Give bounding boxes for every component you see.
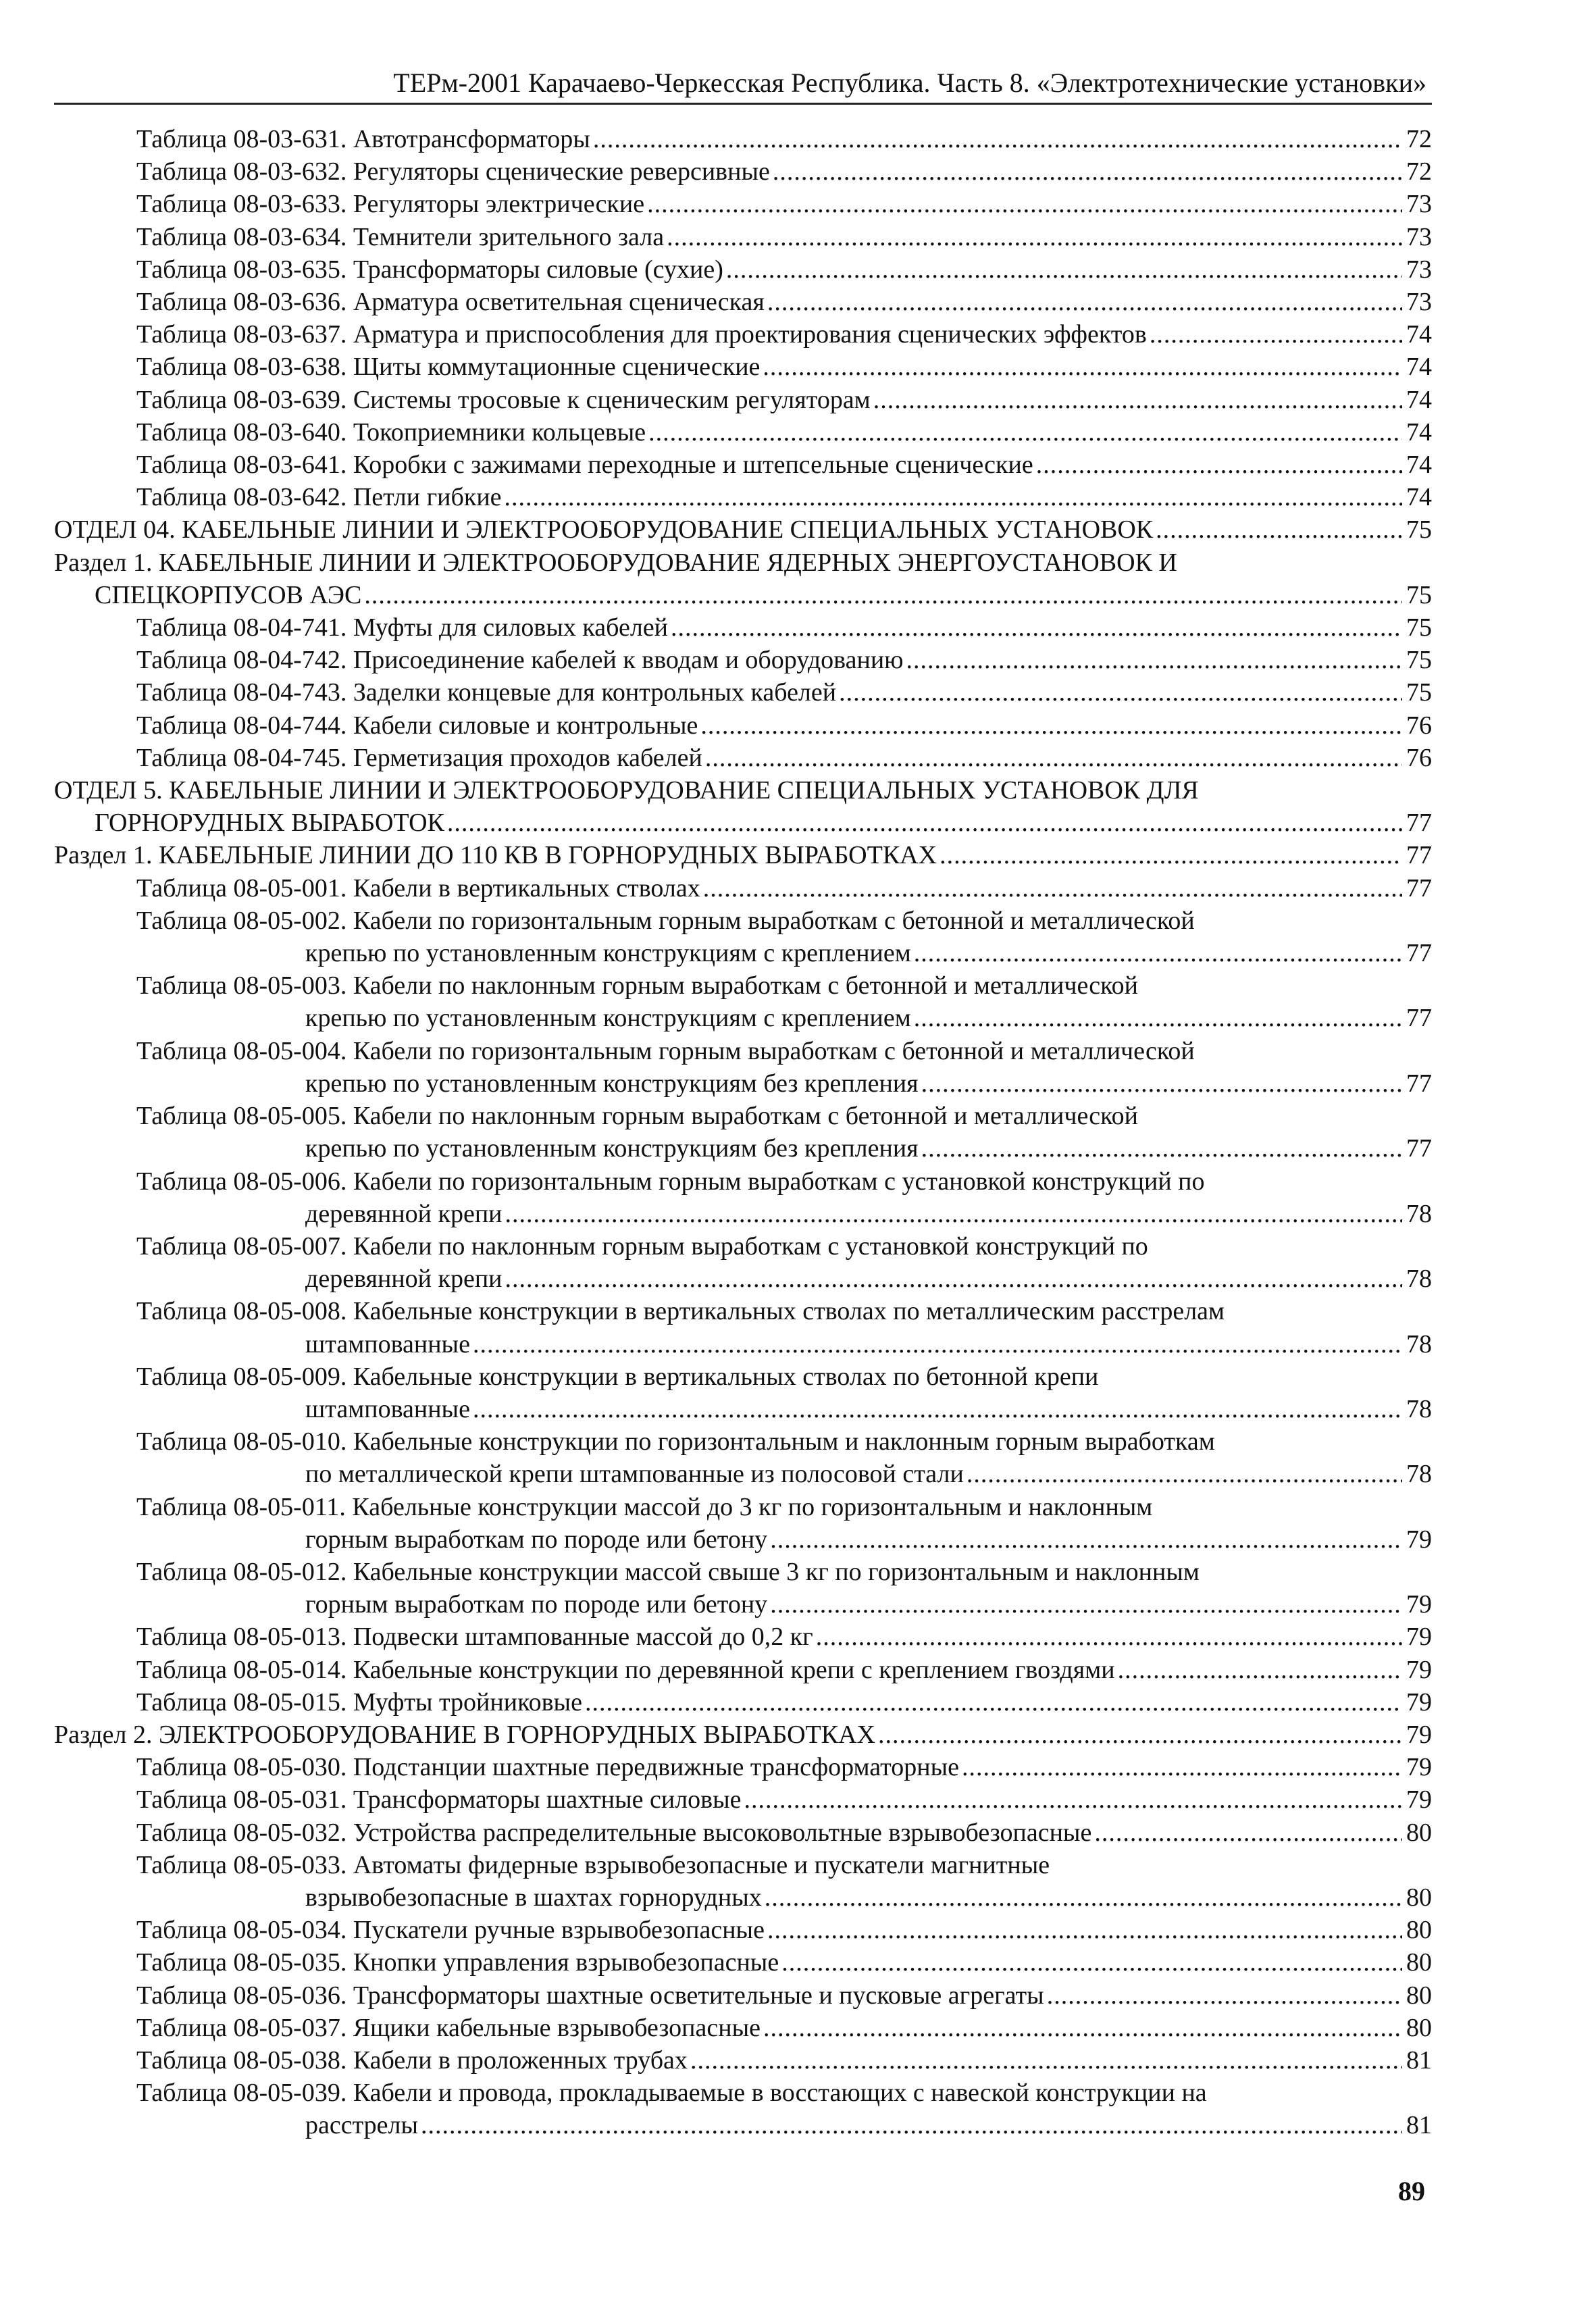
toc-entry-row [136,1588,1432,1621]
toc-entry-page: 79 [1406,1753,1432,1782]
toc-entry-row [136,1654,1432,1686]
toc-entry[interactable] [136,1816,1432,1849]
toc-entry-title: Таблица 08-05-031. Трансформаторы шахтные силовые [136,1785,742,1814]
toc-entry[interactable] [136,1035,1432,1100]
toc-entry[interactable] [136,221,1432,253]
toc-entry-row [136,188,1432,220]
toc-entry-title: Таблица 08-05-038. Кабели в проложенных трубах [136,2045,688,2075]
toc-entry[interactable] [136,1849,1432,1914]
toc-entry-page: 73 [1406,190,1432,219]
toc-entry-row [54,579,1432,611]
toc-entry-title: Таблица 08-05-001. Кабели в вертикальных стволах [136,873,700,903]
toc-entry[interactable] [136,2044,1432,2077]
toc-entry-title: крепью по установленным конструкциям с креплением [305,1004,911,1033]
toc-entry[interactable] [136,286,1432,318]
toc-entry-title: деревянной крепи [305,1265,503,1294]
dot-leader [671,611,1402,644]
toc-entry-page: 79 [1406,1687,1432,1717]
toc-entry-title: Таблица 08-05-015. Муфты тройниковые [136,1687,582,1717]
toc-entry-page: 72 [1406,125,1432,153]
toc-entry-page: 79 [1406,1623,1432,1652]
toc-entry-page: 74 [1406,385,1432,414]
dot-leader [703,872,1402,905]
toc-entry-page: 80 [1406,1948,1432,1977]
dot-leader [705,742,1402,774]
toc-entry-title: деревянной крепи [305,1199,503,1228]
toc-entry-title: расстрелы [305,2111,419,2140]
toc-entry[interactable] [136,1979,1432,2012]
toc-entry-title: Таблица 08-03-632. Регуляторы сценические реверсивные [136,157,770,186]
toc-entry[interactable] [136,644,1432,676]
toc-entry[interactable] [136,123,1432,155]
dot-leader [1036,449,1402,481]
dot-leader [1150,318,1402,351]
toc-entry-title: Таблица 08-03-633. Регуляторы электрические [136,190,645,219]
toc-entry-title-line: Таблица 08-05-008. Кабельные конструкции в вертикальных стволах по металлическим расстрелам [136,1297,1225,1326]
toc-entry-row [136,1979,1432,2012]
toc-entry[interactable] [136,351,1432,383]
toc-entry-page: 74 [1406,320,1432,349]
toc-entry-title: Таблица 08-05-030. Подстанции шахтные передвижные трансформаторные [136,1753,960,1782]
toc-entry-page: 78 [1406,1329,1432,1358]
toc-entry[interactable] [136,742,1432,774]
dot-leader [364,579,1402,611]
toc-entry-page: 78 [1406,1460,1432,1489]
toc-entry-page: 81 [1406,2045,1432,2075]
toc-entry-title: Таблица 08-03-636. Арматура осветительная сценическая [136,288,765,317]
toc-entry-row [136,286,1432,318]
toc-entry-title: Таблица 08-04-745. Герметизация проходов кабелей [136,743,702,772]
toc-entry-page: 79 [1406,1525,1432,1554]
toc-entry[interactable] [136,1100,1432,1165]
toc-entry-title: Таблица 08-03-641. Коробки с зажимами переходные и штепсельные сценические [136,451,1033,480]
toc-entry-title: по металлической крепи штампованные из полосовой стали [305,1460,964,1489]
dot-leader [1156,513,1402,546]
toc-entry-title-line: Таблица 08-05-039. Кабели и провода, прокладываемые в восстающих с навеской конструкции на [136,2079,1207,2108]
toc-entry-title: Таблица 08-05-036. Трансформаторы шахтные осветительные и пусковые агрегаты [136,1981,1044,2010]
toc-entry[interactable] [54,839,1432,871]
toc-entry-row [54,1719,1432,1751]
toc-entry-page: 74 [1406,353,1432,382]
dot-leader [744,1783,1402,1816]
toc-entry-row [136,2109,1432,2141]
toc-entry[interactable] [136,905,1432,969]
toc-entry[interactable] [136,1914,1432,1946]
toc-entry-title-line: Таблица 08-05-007. Кабели по наклонным горным выработкам с установкой конструкций по [136,1231,1148,1261]
toc-entry-row [136,1816,1432,1849]
toc-entry-row [136,481,1432,513]
toc-entry-page: 80 [1406,1818,1432,1847]
toc-entry-page: 74 [1406,417,1432,447]
toc-entry-row [136,644,1432,676]
dot-leader [770,1523,1402,1556]
dot-leader [962,1751,1402,1783]
toc-entry[interactable] [136,676,1432,709]
toc-entry[interactable] [136,318,1432,351]
toc-entry-page: 78 [1406,1394,1432,1423]
dot-leader [873,384,1402,416]
toc-entry-row [136,742,1432,774]
dot-leader [816,1621,1402,1653]
dot-leader [585,1686,1402,1719]
toc-entry-row [136,937,1432,969]
toc-entry-title: штампованные [305,1329,470,1358]
toc-entry-row [136,318,1432,351]
toc-entry-page: 72 [1406,157,1432,186]
toc-entry-row [136,872,1432,905]
dot-leader [781,1946,1402,1979]
toc-entry-title: Таблица 08-03-637. Арматура и приспособления для проектирования сценических эффектов [136,320,1147,349]
toc-entry[interactable] [136,1783,1432,1816]
toc-entry-page: 78 [1406,1265,1432,1294]
page-header [54,62,1432,105]
toc-entry-page: 75 [1406,515,1432,544]
toc-entry[interactable] [136,1361,1432,1425]
toc-entry[interactable] [136,1230,1432,1295]
toc-entry[interactable] [136,155,1432,188]
toc-entry-row [136,155,1432,188]
toc-entry-row [136,1751,1432,1783]
toc-entry-row [136,1686,1432,1719]
toc-entry-page: 75 [1406,613,1432,642]
toc-entry-row [136,416,1432,449]
toc-entry-row [54,807,1432,839]
toc-entry-title: крепью по установленным конструкциям без крепления [305,1134,919,1163]
toc-entry-title: Таблица 08-05-037. Ящики кабельные взрывобезопасные [136,2013,761,2042]
toc-entry-title: Таблица 08-04-744. Кабели силовые и контрольные [136,711,698,740]
toc-entry-title: Таблица 08-03-639. Системы тросовые к сценическим регуляторам [136,385,871,414]
toc-entry-row [136,253,1432,286]
toc-entry-row [136,1881,1432,1914]
toc-entry-page: 77 [1406,809,1432,838]
toc-entry[interactable] [54,547,1432,611]
toc-entry-row [136,1393,1432,1425]
table-of-contents [54,123,1432,2142]
toc-entry-title: Таблица 08-05-032. Устройства распределительные высоковольтные взрывобезопасные [136,1818,1092,1847]
dot-leader [914,1002,1402,1034]
toc-entry-title: горным выработкам по породе или бетону [305,1590,768,1619]
toc-entry-row [136,384,1432,416]
toc-entry[interactable] [136,188,1432,220]
toc-entry-page: 73 [1406,255,1432,284]
toc-entry-page: 73 [1406,222,1432,251]
toc-entry-page: 80 [1406,2013,1432,2042]
dot-leader [473,1328,1402,1361]
dot-leader [667,221,1402,253]
toc-entry[interactable] [136,1686,1432,1719]
toc-entry-row [136,1621,1432,1653]
toc-entry-page: 77 [1406,939,1432,968]
dot-leader [421,2109,1402,2141]
dot-leader [878,1719,1402,1751]
toc-entry[interactable] [136,1751,1432,1783]
toc-entry[interactable] [136,2012,1432,2044]
toc-entry[interactable] [54,1719,1432,1751]
dot-leader [921,1067,1402,1100]
toc-entry-page: 77 [1406,873,1432,903]
toc-entry[interactable] [136,1556,1432,1621]
toc-entry-title: крепью по установленным конструкциям без крепления [305,1069,919,1098]
toc-entry-title-line: Раздел 1. КАБЕЛЬНЫЕ ЛИНИИ И ЭЛЕКТРООБОРУДОВАНИЕ ЯДЕРНЫХ ЭНЕРГОУСТАНОВОК И [54,548,1177,577]
toc-entry-title-line: Таблица 08-05-009. Кабельные конструкции в вертикальных стволах по бетонной крепи [136,1362,1099,1391]
toc-entry-row [136,1198,1432,1230]
toc-entry[interactable] [136,1295,1432,1360]
dot-leader [773,155,1402,188]
toc-entry-title: Таблица 08-04-742. Присоединение кабелей к вводам и оборудованию [136,646,904,675]
toc-entry-title-line: Таблица 08-05-004. Кабели по горизонтальным горным выработкам с бетонной и металлической [136,1036,1195,1065]
toc-entry-title: Таблица 08-04-743. Заделки концевые для контрольных кабелей [136,678,837,707]
dot-leader [505,1198,1403,1230]
dot-leader [967,1458,1402,1490]
toc-entry-title-line: Таблица 08-05-010. Кабельные конструкции по горизонтальным и наклонным горным выработкам [136,1427,1215,1456]
toc-entry-row [136,449,1432,481]
toc-entry-row [136,1523,1432,1556]
toc-entry-title: Таблица 08-03-631. Автотрансформаторы [136,125,590,153]
toc-entry-page: 77 [1406,1069,1432,1098]
toc-entry-page: 77 [1406,841,1432,870]
toc-entry-row [136,1946,1432,1979]
toc-entry-page: 74 [1406,451,1432,480]
dot-leader [765,1881,1402,1914]
dot-leader [447,807,1402,839]
toc-entry-row [136,2044,1432,2077]
toc-entry-row [136,1132,1432,1165]
toc-entry[interactable] [136,1491,1432,1556]
toc-entry-page: 77 [1406,1134,1432,1163]
dot-leader [648,416,1402,449]
dot-leader [763,2012,1402,2044]
dot-leader [939,839,1402,871]
toc-entry[interactable] [136,1946,1432,1979]
toc-entry-row [136,611,1432,644]
toc-entry[interactable] [54,513,1432,546]
toc-entry-page: 74 [1406,483,1432,512]
toc-entry-row [54,839,1432,871]
toc-entry-title: горным выработкам по породе или бетону [305,1525,768,1554]
dot-leader [763,351,1402,383]
toc-entry-row [136,351,1432,383]
toc-entry-title: ГОРНОРУДНЫХ ВЫРАБОТОК [95,809,444,838]
toc-entry-page: 76 [1406,711,1432,740]
dot-leader [690,2044,1402,2077]
toc-entry-row [136,709,1432,742]
toc-entry-row [136,123,1432,155]
toc-entry-title: Таблица 08-03-642. Петли гибкие [136,483,502,512]
toc-entry[interactable] [136,1621,1432,1653]
toc-entry-title-line: Таблица 08-05-002. Кабели по горизонтальным горным выработкам с бетонной и металлической [136,906,1195,935]
toc-entry-row [136,1328,1432,1361]
toc-entry-title-line: Таблица 08-05-012. Кабельные конструкции массой свыше 3 кг по горизонтальным и наклонным [136,1557,1200,1586]
dot-leader [914,937,1402,969]
dot-leader [1118,1654,1402,1686]
toc-entry-title: Таблица 08-03-635. Трансформаторы силовые (сухие) [136,255,723,284]
toc-entry-page: 75 [1406,580,1432,609]
toc-entry[interactable] [136,969,1432,1034]
toc-entry-title-line: Таблица 08-05-011. Кабельные конструкции массой до 3 кг по горизонтальным и наклонным [136,1492,1153,1521]
toc-entry-title: Раздел 2. ЭЛЕКТРООБОРУДОВАНИЕ В ГОРНОРУДНЫХ ВЫРАБОТКАХ [54,1720,875,1749]
dot-leader [767,286,1402,318]
toc-entry-row [136,1067,1432,1100]
toc-entry-title: Таблица 08-03-634. Темнители зрительного зала [136,222,665,251]
toc-entry[interactable] [136,2077,1432,2141]
toc-entry-page: 75 [1406,646,1432,675]
toc-entry-page: 78 [1406,1199,1432,1228]
toc-entry-title: крепью по установленным конструкциям с креплением [305,939,911,968]
dot-leader [921,1132,1402,1165]
dot-leader [505,481,1402,513]
dot-leader [726,253,1402,286]
toc-entry-title: Таблица 08-03-640. Токоприемники кольцевые [136,417,646,447]
toc-entry-title: Таблица 08-04-741. Муфты для силовых кабелей [136,613,669,642]
toc-entry-title: взрывобезопасные в шахтах горнорудных [305,1883,762,1912]
toc-entry[interactable] [54,774,1432,839]
toc-entry-row [136,1783,1432,1816]
dot-leader [770,1588,1402,1621]
dot-leader [647,188,1402,220]
dot-leader [906,644,1402,676]
toc-entry-row [54,513,1432,546]
dot-leader [767,1914,1402,1946]
toc-entry-page: 79 [1406,1785,1432,1814]
toc-entry[interactable] [136,1654,1432,1686]
toc-entry-title: Таблица 08-03-638. Щиты коммутационные сценические [136,353,761,382]
toc-entry-title-line: Таблица 08-05-003. Кабели по наклонным горным выработкам с бетонной и металлической [136,971,1139,1000]
toc-entry-title: Таблица 08-05-014. Кабельные конструкции по деревянной крепи с креплением гвоздями [136,1655,1115,1684]
header-title: ТЕРм-2001 Карачаево-Черкесская Республика. Часть 8. «Электротехнические установки» [393,68,1426,98]
toc-entry-title-line: Таблица 08-05-033. Автоматы фидерные взрывобезопасные и пускатели магнитные [136,1850,1050,1879]
toc-entry[interactable] [136,384,1432,416]
dot-leader [505,1263,1403,1295]
dot-leader [1047,1979,1402,2012]
toc-entry-page: 80 [1406,1916,1432,1945]
toc-entry-title-line: Таблица 08-05-005. Кабели по наклонным горным выработкам с бетонной и металлической [136,1102,1139,1131]
toc-entry-row [136,1002,1432,1034]
dot-leader [473,1393,1402,1425]
toc-entry-title-line: Таблица 08-05-006. Кабели по горизонтальным горным выработкам с установкой конструкций по [136,1167,1205,1196]
dot-leader [1094,1816,1402,1849]
toc-entry-title: Раздел 1. КАБЕЛЬНЫЕ ЛИНИИ ДО 110 КВ В ГОРНОРУДНЫХ ВЫРАБОТКАХ [54,841,937,870]
toc-entry-page: 73 [1406,288,1432,317]
toc-entry-row [136,221,1432,253]
toc-entry[interactable] [136,253,1432,286]
toc-entry[interactable] [136,449,1432,481]
toc-entry-title: Таблица 08-05-013. Подвески штампованные массой до 0,2 кг [136,1623,813,1652]
page-number: 89 [1398,2176,1425,2206]
toc-entry[interactable] [136,416,1432,449]
toc-entry-title: Таблица 08-05-035. Кнопки управления взрывобезопасные [136,1948,779,1977]
toc-entry-page: 79 [1406,1720,1432,1749]
toc-entry-page: 76 [1406,743,1432,772]
toc-entry-page: 77 [1406,1004,1432,1033]
toc-entry[interactable] [136,1425,1432,1490]
toc-entry-title-line: ОТДЕЛ 5. КАБЕЛЬНЫЕ ЛИНИИ И ЭЛЕКТРООБОРУДОВАНИЕ СПЕЦИАЛЬНЫХ УСТАНОВОК ДЛЯ [54,776,1199,805]
toc-entry-title: ОТДЕЛ 04. КАБЕЛЬНЫЕ ЛИНИИ И ЭЛЕКТРООБОРУДОВАНИЕ СПЕЦИАЛЬНЫХ УСТАНОВОК [54,515,1154,544]
toc-entry-title: СПЕЦКОРПУСОВ АЭС [95,580,362,609]
toc-entry[interactable] [136,481,1432,513]
toc-entry-page: 79 [1406,1655,1432,1684]
toc-entry-page: 80 [1406,1981,1432,2010]
dot-leader [593,123,1402,155]
toc-entry-row [136,1263,1432,1295]
toc-entry[interactable] [136,709,1432,742]
toc-entry-row [136,2012,1432,2044]
toc-entry-page: 80 [1406,1883,1432,1912]
toc-entry-page: 75 [1406,678,1432,707]
toc-entry-page: 81 [1406,2111,1432,2140]
dot-leader [700,709,1402,742]
toc-entry[interactable] [136,611,1432,644]
toc-entry-row [136,1458,1432,1490]
toc-entry[interactable] [136,872,1432,905]
toc-entry-title: штампованные [305,1394,470,1423]
toc-entry-page: 79 [1406,1590,1432,1619]
dot-leader [839,676,1402,709]
toc-entry-row [136,676,1432,709]
toc-entry-row [136,1914,1432,1946]
toc-entry[interactable] [136,1165,1432,1230]
toc-entry-title: Таблица 08-05-034. Пускатели ручные взрывобезопасные [136,1916,765,1945]
